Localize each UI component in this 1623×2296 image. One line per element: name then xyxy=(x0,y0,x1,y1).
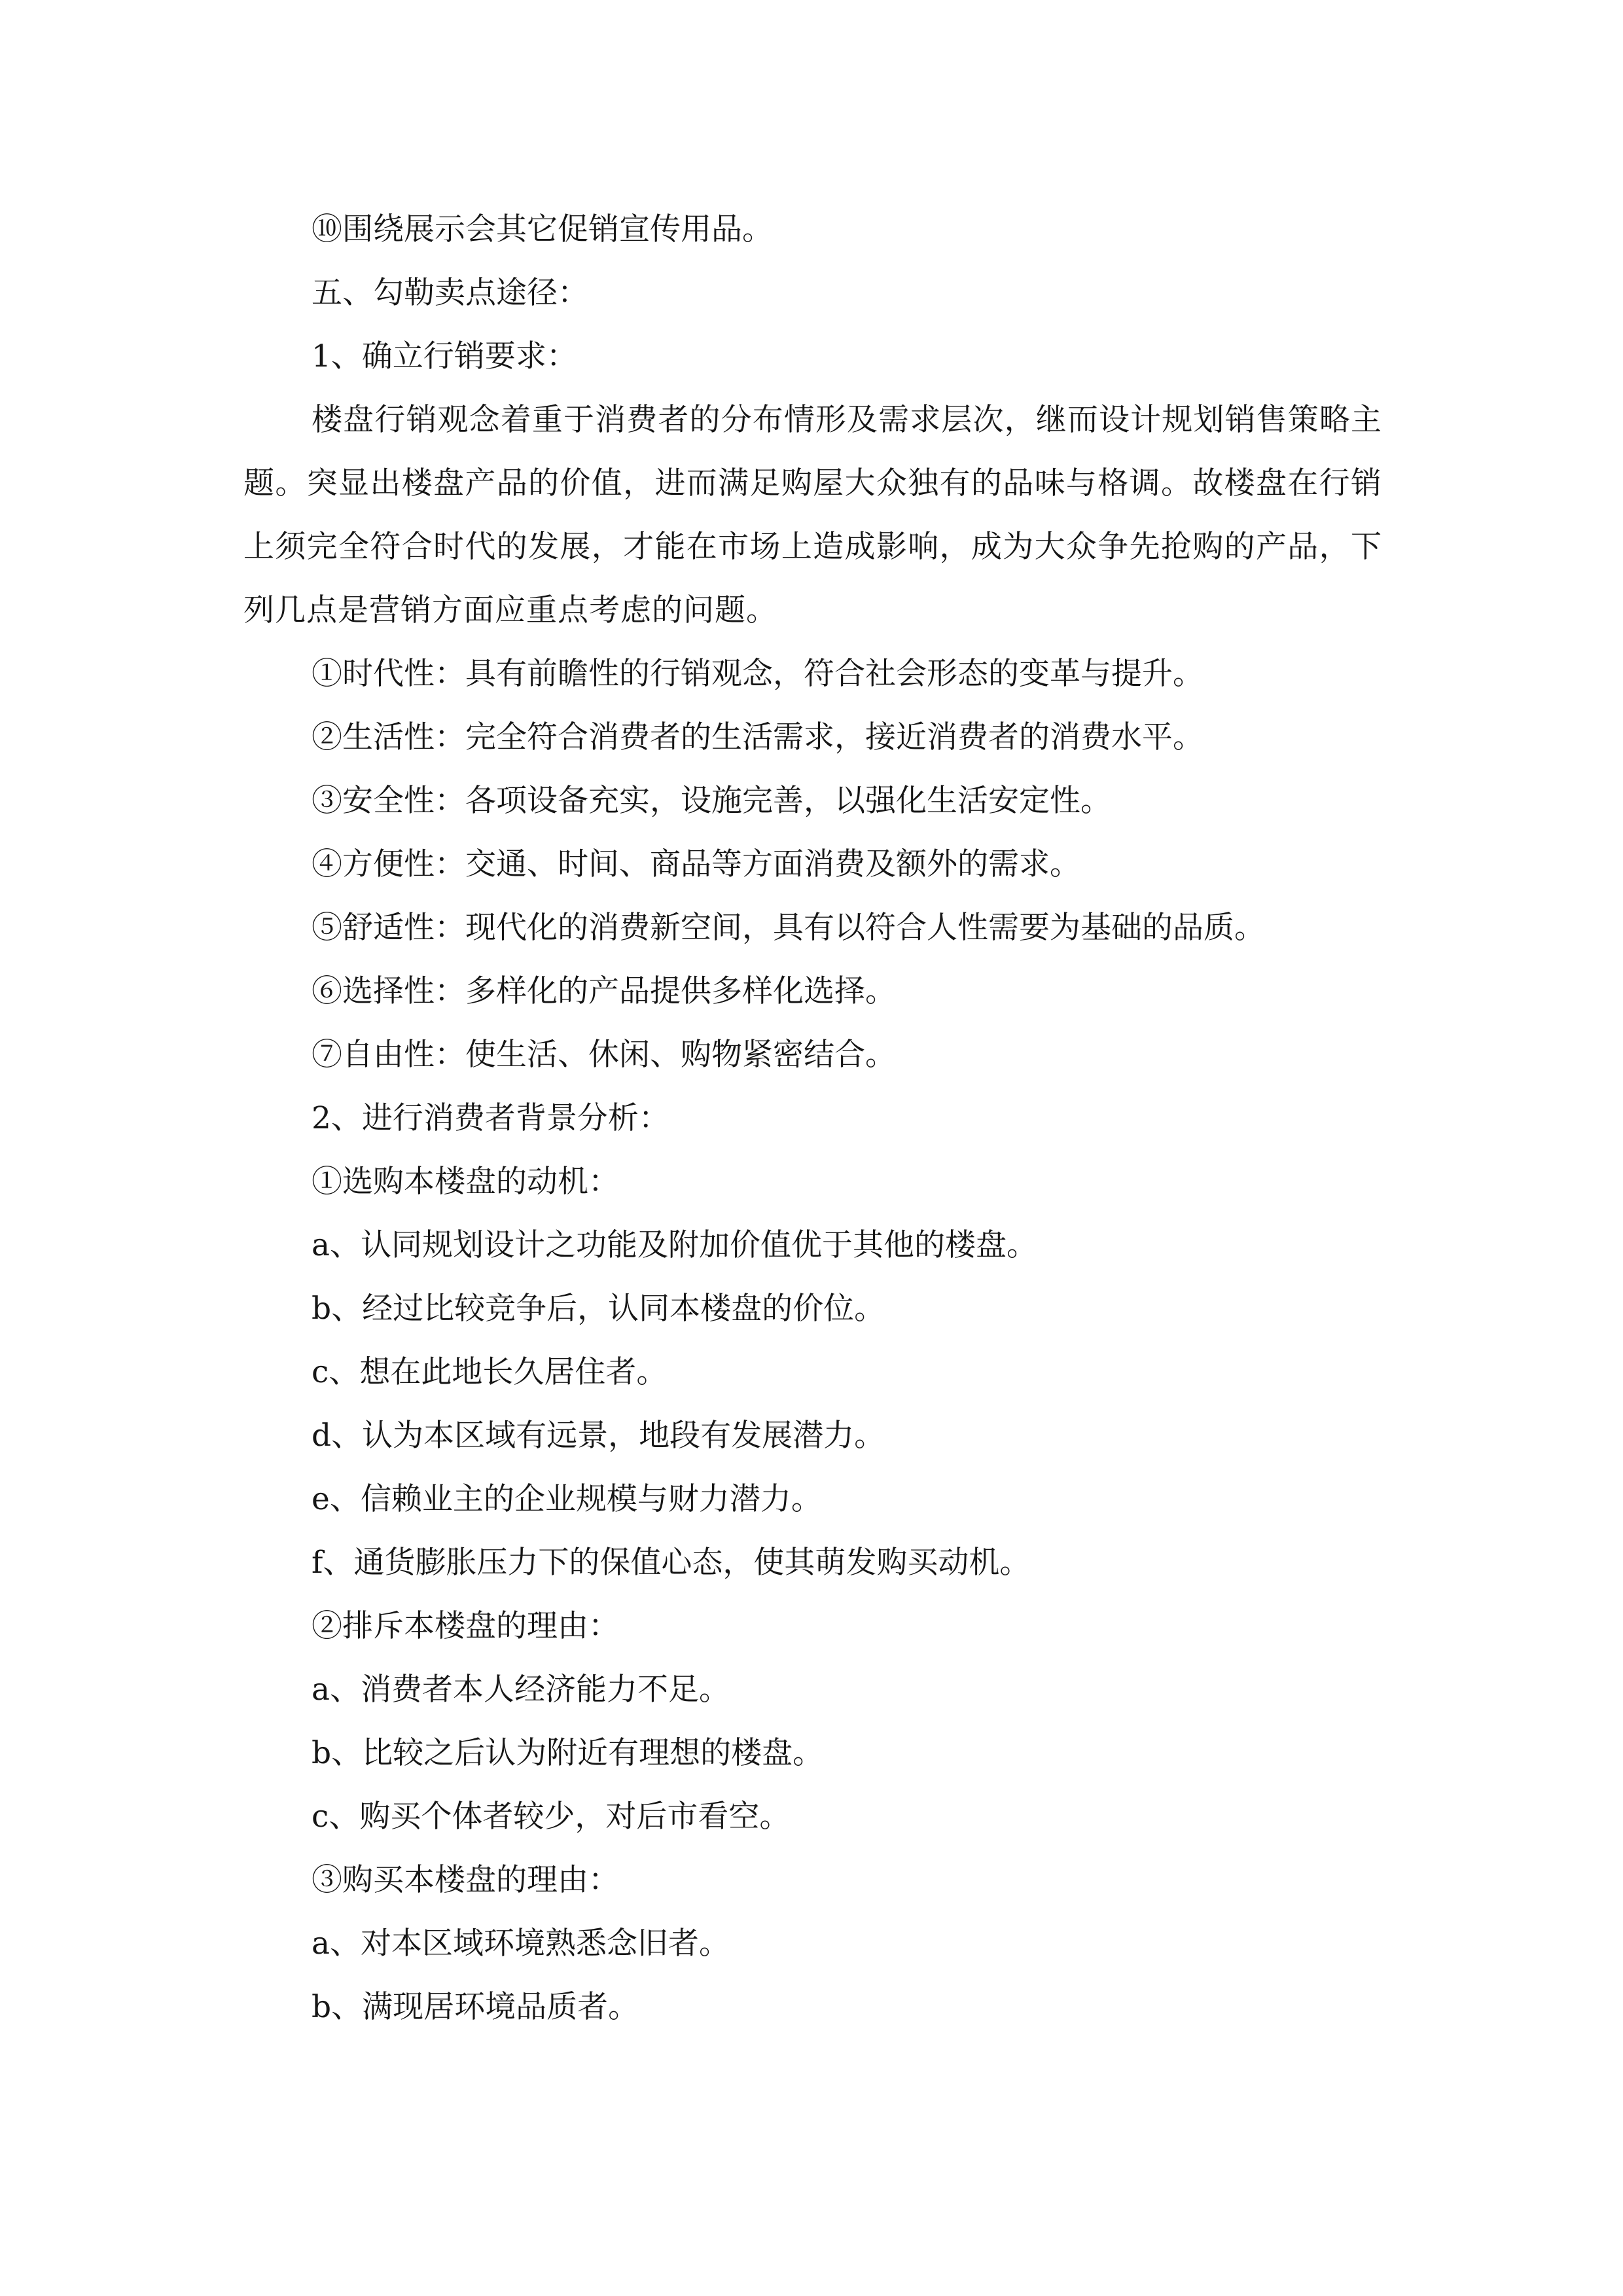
document-body xyxy=(243,198,1382,2039)
list-item: ⑤舒适性：现代化的消费新空间，具有以符合人性需要为基础的品质。 xyxy=(312,910,1265,946)
list-item: a、消费者本人经济能力不足。 xyxy=(312,1672,730,1708)
list-item: b、满现居环境品质者。 xyxy=(312,1989,639,2025)
list-heading: ①选购本楼盘的动机： xyxy=(312,1164,619,1200)
section-heading: 五、勾勒卖点途径： xyxy=(312,275,588,311)
list-item: b、经过比较竞争后，认同本楼盘的价位。 xyxy=(312,1291,885,1327)
body-paragraph: 楼盘行销观念着重于消费者的分布情形及需求层次，继而设计规划销售策略主题。突显出楼盘产品的价值，进而满足购屋大众独有的品味与格调。故楼盘在行销上须完全符合时代的发展，才能在市场上造成影响，成为大众争先抢购的产品，下列几点是营销方面应重点考虑的问题。 xyxy=(243,402,1382,628)
list-item: b、比较之后认为附近有理想的楼盘。 xyxy=(312,1735,824,1771)
list-heading: ③购买本楼盘的理由： xyxy=(312,1862,619,1898)
list-heading: ②排斥本楼盘的理由： xyxy=(312,1608,619,1644)
list-item: e、信赖业主的企业规模与财力潜力。 xyxy=(312,1481,822,1517)
list-item: a、对本区域环境熟悉念旧者。 xyxy=(312,1926,730,1962)
list-item: c、想在此地长久居住者。 xyxy=(312,1354,668,1390)
list-item: ⑥选择性：多样化的产品提供多样化选择。 xyxy=(312,973,896,1009)
list-item: ②生活性：完全符合消费者的生活需求，接近消费者的消费水平。 xyxy=(312,719,1204,755)
subsection-heading: 1、确立行销要求： xyxy=(312,338,577,374)
list-item: ⑦自由性：使生活、休闲、购物紧密结合。 xyxy=(312,1037,896,1073)
list-item: a、认同规划设计之功能及附加价值优于其他的楼盘。 xyxy=(312,1227,1038,1263)
subsection-heading: 2、进行消费者背景分析： xyxy=(312,1100,669,1136)
list-item: c、购买个体者较少，对后市看空。 xyxy=(312,1799,791,1835)
list-item: ③安全性：各项设备充实，设施完善，以强化生活安定性。 xyxy=(312,783,1111,819)
list-item: ①时代性：具有前瞻性的行销观念，符合社会形态的变革与提升。 xyxy=(312,656,1204,692)
list-item: ④方便性：交通、时间、商品等方面消费及额外的需求。 xyxy=(312,846,1080,882)
list-item: d、认为本区域有远景，地段有发展潜力。 xyxy=(312,1418,885,1454)
list-item: f、通货膨胀压力下的保值心态，使其萌发购买动机。 xyxy=(312,1545,1031,1581)
text-line: ⑩围绕展示会其它促销宣传用品。 xyxy=(312,211,773,247)
